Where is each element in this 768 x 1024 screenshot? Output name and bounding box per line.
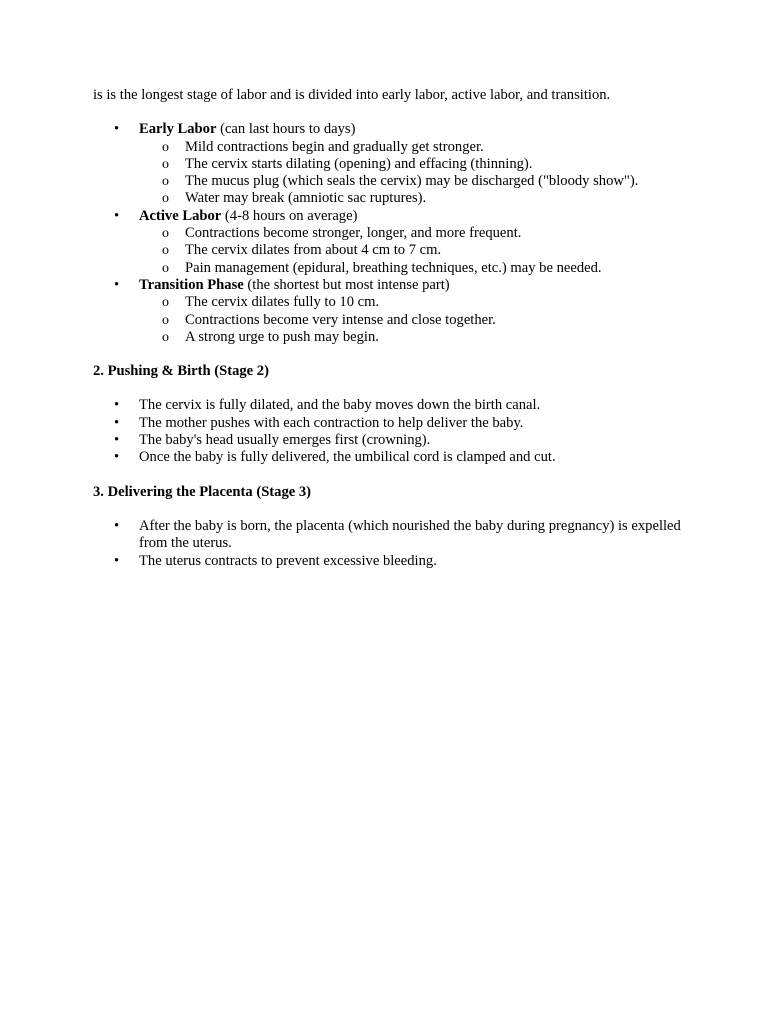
intro-paragraph: is is the longest stage of labor and is divided into early labor, active labor, and transition. — [93, 87, 611, 103]
stage2-heading: 2. Pushing & Birth (Stage 2) — [93, 363, 269, 380]
list-item-text: The mother pushes with each contraction to help deliver the baby. — [139, 414, 524, 431]
list-item — [93, 449, 693, 466]
list-item — [139, 294, 693, 311]
list-item-text: Water may break (amniotic sac ruptures). — [185, 190, 427, 207]
list-item-text: A strong urge to push may begin. — [185, 328, 379, 345]
bullet-marker: • — [114, 397, 120, 414]
sub-bullet-marker: o — [162, 260, 169, 276]
list-item-text: Contractions become very intense and close together. — [185, 311, 496, 328]
sub-bullet-marker: o — [162, 312, 169, 328]
list-item-text: Once the baby is fully delivered, the umbilical cord is clamped and cut. — [139, 449, 556, 466]
phase-name: Early Labor — [139, 121, 217, 138]
sub-bullet-marker: o — [162, 243, 169, 259]
bullet-marker: • — [114, 432, 120, 449]
document-page — [93, 87, 693, 587]
phase-transition — [93, 277, 693, 346]
list-item — [139, 312, 693, 329]
sub-bullet-marker: o — [162, 226, 169, 242]
list-item — [93, 518, 693, 553]
list-item-text: After the baby is born, the placenta (which nourished the baby during pregnancy) is expelled from the uterus. — [139, 517, 681, 552]
list-item — [93, 415, 693, 432]
bullet-marker: • — [114, 414, 120, 431]
phase-detail: (the shortest but most intense part) — [243, 276, 450, 293]
stage3-heading: 3. Delivering the Placenta (Stage 3) — [93, 483, 312, 500]
list-item — [139, 260, 693, 277]
bullet-marker: • — [114, 449, 120, 466]
stage2-list — [93, 397, 693, 466]
list-item-text: The uterus contracts to prevent excessive bleeding. — [139, 552, 437, 569]
list-item-text: The cervix dilates fully to 10 cm. — [185, 294, 380, 311]
bullet-marker: • — [114, 517, 120, 534]
list-item-text: The cervix dilates from about 4 cm to 7 cm. — [185, 242, 442, 259]
sub-bullet-marker: o — [162, 174, 169, 190]
bullet-marker: • — [114, 121, 120, 138]
list-item — [139, 329, 693, 346]
list-item — [139, 190, 693, 207]
phase-sublist — [139, 294, 693, 346]
sub-bullet-marker: o — [162, 139, 169, 155]
list-item — [93, 397, 693, 414]
list-item-text: Contractions become stronger, longer, and more frequent. — [185, 225, 522, 242]
list-item — [139, 242, 693, 259]
list-item — [139, 173, 693, 190]
list-item-text: The cervix is fully dilated, and the baby moves down the birth canal. — [139, 397, 541, 414]
list-item-text: The cervix starts dilating (opening) and effacing (thinning). — [185, 155, 533, 172]
list-item — [139, 156, 693, 173]
phase-name: Transition Phase — [139, 276, 244, 293]
phase-sublist — [139, 139, 693, 208]
list-item-text: Mild contractions begin and gradually get stronger. — [185, 138, 484, 155]
sub-bullet-marker: o — [162, 191, 169, 207]
list-item-text: The mucus plug (which seals the cervix) may be discharged ("bloody show"). — [185, 173, 639, 190]
sub-bullet-marker: o — [162, 295, 169, 311]
stage1-phase-list — [93, 121, 693, 346]
list-item-text: The baby's head usually emerges first (crowning). — [139, 432, 431, 449]
bullet-marker: • — [114, 552, 120, 569]
list-item — [139, 139, 693, 156]
bullet-marker: • — [114, 276, 120, 293]
list-item — [139, 225, 693, 242]
phase-sublist — [139, 225, 693, 277]
phase-name: Active Labor — [139, 207, 222, 224]
phase-detail: (can last hours to days) — [216, 121, 356, 138]
sub-bullet-marker: o — [162, 329, 169, 345]
stage3-list — [93, 518, 693, 570]
phase-active-labor — [93, 208, 693, 277]
sub-bullet-marker: o — [162, 156, 169, 172]
list-item-text: Pain management (epidural, breathing techniques, etc.) may be needed. — [185, 259, 602, 276]
list-item — [93, 432, 693, 449]
phase-detail: (4-8 hours on average) — [221, 207, 358, 224]
list-item — [93, 553, 693, 570]
bullet-marker: • — [114, 207, 120, 224]
phase-early-labor — [93, 121, 693, 207]
